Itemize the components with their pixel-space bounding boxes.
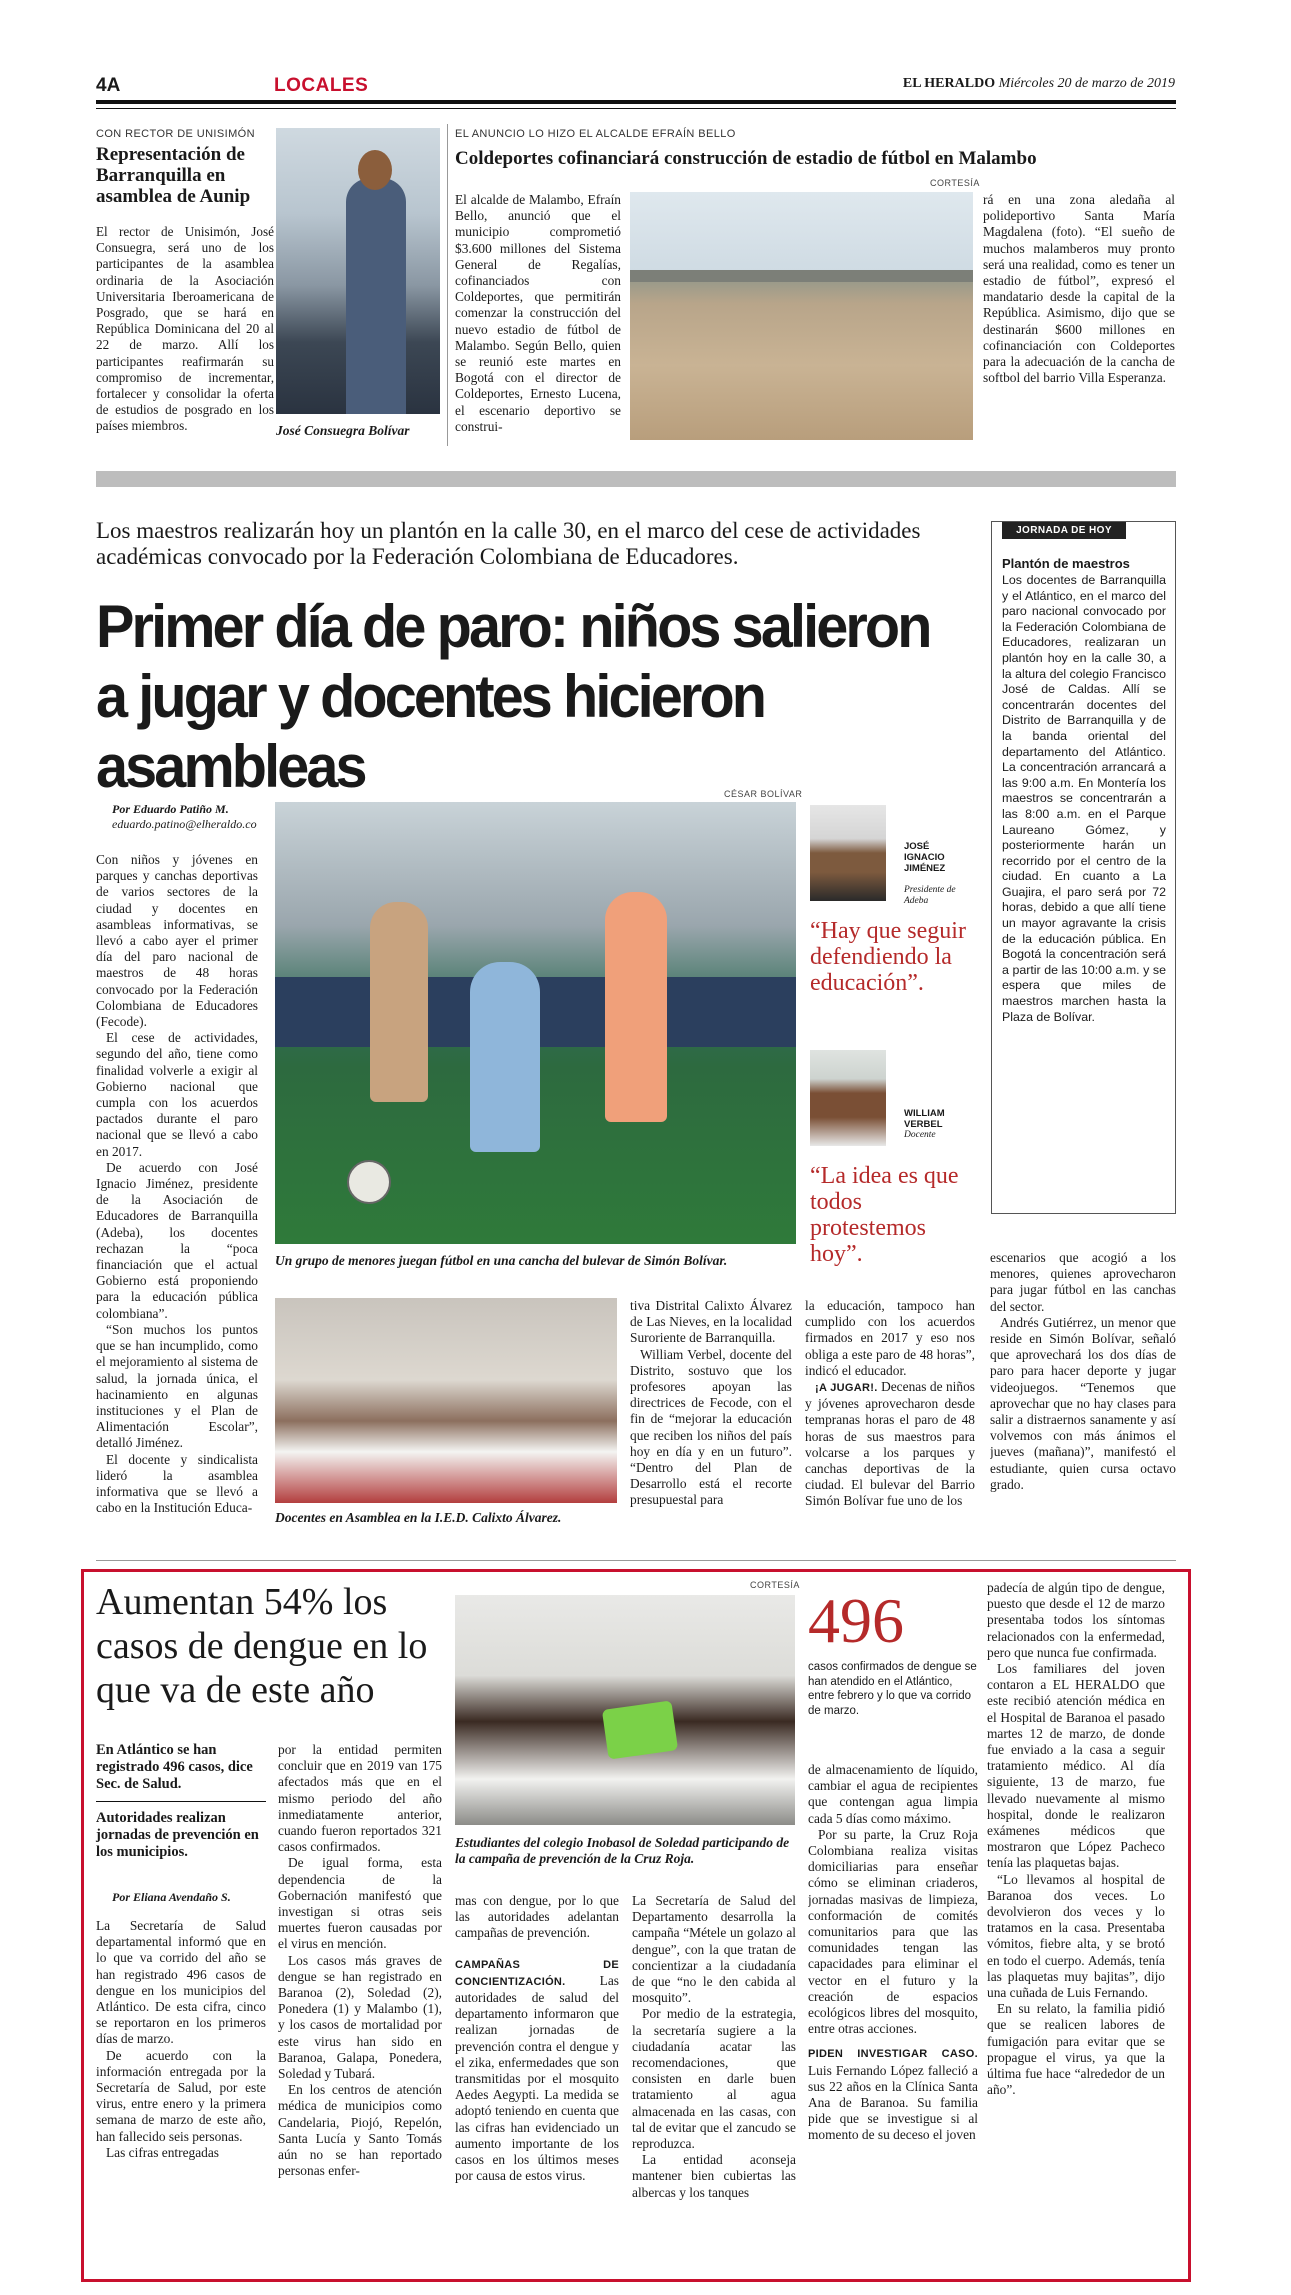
paper-name: EL HERALDO — [902, 76, 996, 91]
pull-quote-2: “La idea es que todos protestemos hoy”. — [810, 1163, 959, 1267]
header-rule-thin — [96, 108, 1176, 109]
quote2-photo — [810, 1050, 886, 1146]
pull-quote-1: “Hay que seguir defendiendo la educación”. — [810, 918, 966, 996]
main-col4-p2: Andrés Gutiérrez, un menor que reside en Simón Bolívar, señaló que aprovechará los dos días de paro para hacer deporte y jugar videojuegos. “Tenemos que aprovechar que no hay clases para salir a distraernos sanamente y así volvemos con más ánimos el jueves (mañana)”, manifestó el estudiante, quien cursa octavo grado. — [990, 1314, 1176, 1492]
dengue-sub2: Autoridades realizan jornadas de prevención en los municipios. — [96, 1810, 259, 1860]
main-headline: Primer día de paro: niños salieron a jugar y docentes hicieron asambleas — [96, 593, 930, 800]
main-byline-email: eduardo.patino@elheraldo.co — [112, 817, 257, 831]
quote1-name: JOSÉ IGNACIO JIMÉNEZ — [904, 841, 946, 874]
dengue-col5-p3: Luis Fernando López falleció a sus 22 años en la Clínica Santa Ana de Baranoa. Su familia pide que se investigue si al momento de su deceso el joven — [808, 2062, 978, 2143]
issue-date: Miércoles 20 de marzo de 2019 — [998, 76, 1175, 91]
dengue-col5 — [808, 1762, 978, 2268]
assembly-photo-caption: Docentes en Asamblea en la I.E.D. Calixto Álvarez. — [275, 1510, 562, 1525]
assembly-photo — [275, 1298, 617, 1503]
main-deck: Los maestros realizarán hoy un plantón en la calle 30, en el marco del cese de actividades académicas convocado por la Federación Colombiana de Educadores. — [96, 518, 921, 569]
dengue-col2 — [278, 1742, 442, 2268]
brief1-title: Representación de Barranquilla en asamblea de Aunip — [96, 144, 251, 207]
main-col2-p2: William Verbel, docente del Distrito, sostuvo que los profesores apoyan las directrices de Fecode, con el fin de “mejorar la educación que reciben los niños del país hoy en día y en un futuro”. “Dentro del Plan de Desarrollo está el recorte presupuestal para — [630, 1346, 792, 1508]
dengue-col1-p2: De acuerdo con la información entregada por la Secretaría de Salud, por este virus, entre enero y la primera semana de marzo de este año, han fallecido seis personas. — [96, 2047, 266, 2144]
dengue-sub-rule — [96, 1801, 266, 1802]
brief1-body-text: El rector de Unisimón, José Consuegra, será uno de los participantes de la asamblea ordinaria de la Asociación Universitaria Iberoamericana de Posgrado, que se hará en República Dominicana del 20 al 22 de marzo. Allí los participantes reafirmarán su compromiso de incrementar, fortalecer y consolidar la oferta de estudios de posgrado en los países miembros. — [96, 224, 274, 434]
main-col3 — [805, 1298, 975, 1530]
brief2-kicker: EL ANUNCIO LO HIZO EL ALCALDE EFRAÍN BELLO — [455, 128, 736, 140]
dengue-col3-p1: mas con dengue, por lo que las autoridades adelantan campañas de prevención. — [455, 1893, 619, 1941]
dengue-col6-p3: “Lo llevamos al hospital de Baranoa dos veces. Lo devolvieron dos veces y lo tratamos en la casa. Presentaba vómitos, fiebre alta, y se brotó en todo el cuerpo. Además, tenía las plaquetas muy bajitas”, dijo una cuñada de Luis Fernando. — [987, 1871, 1165, 2001]
dengue-col6-p1: padecía de algún tipo de dengue, puesto que desde el 12 de marzo presentaba todos los síntomas relacionados con la enfermedad, pero que nunca fue confirmada. — [987, 1580, 1165, 1660]
dengue-col5-p1: de almacenamiento de líquido, cambiar el agua de recipientes que contengan agua limpia cada 5 días como máximo. — [808, 1762, 978, 1826]
brief2-body-left — [455, 192, 621, 442]
brief1-body — [96, 224, 274, 444]
main-photo-credit: CÉSAR BOLÍVAR — [724, 789, 803, 799]
brief2-body-left-text: El alcalde de Malambo, Efraín Bello, anunció que el municipio comprometió $3.600 millones del Sistema General de Regalías, cofinanciados con Coldeportes, que permitirán comenzar la construcción del nuevo estadio de fútbol de Malambo. Según Bello, quien se reunió este martes en Bogotá con el director de Coldeportes, Ernesto Lucena, el escenario deportivo se construi- — [455, 192, 621, 434]
dengue-col2-p3: Los casos más graves de dengue se han registrado en Baranoa (2), Soledad (2), Ponedera (1) y Malambo (1), y los casos de mortalidad por este virus han sido en Baranoa, Galapa, Ponedera, Soledad y Tubará. — [278, 1952, 442, 2082]
brief2-body-right-text: rá en una zona aledaña al polideportivo Santa María Magdalena (foto). “El sueño de muchos malamberos muy pronto será una realidad, como es tener un estadio de fútbol”, expresó el mandatario desde la capital de la República. Asimismo, dijo que se destinarán $600 millones en cofinanciación con Coldeportes para la adecuación de la cancha de softbol del barrio Villa Esperanza. — [983, 192, 1175, 386]
dengue-col2-p2: De igual forma, esta dependencia de la Gobernación manifestó que investigan si otras seis muertes fueron causadas por el virus en mención. — [278, 1855, 442, 1952]
dengue-big-number-text: casos confirmados de dengue se han atendido en el Atlántico, entre febrero y lo que va corrido de marzo. — [808, 1661, 977, 1717]
dengue-col3-subhead: CAMPAÑAS DE CONCIENTIZACIÓN. — [455, 1958, 619, 1988]
story-divider — [96, 1560, 1176, 1561]
sidebar-body — [1002, 573, 1166, 1208]
quote1-photo — [810, 805, 886, 901]
dengue-col4-p2: Por medio de la estrategia, la secretaría sugiere a la ciudadanía acatar las recomendaciones, que consisten en darle buen tratamiento al agua almacenada en las casas, con tal de evitar que el zancudo se reproduzca. — [632, 2006, 796, 2152]
main-col1-p3: De acuerdo con José Ignacio Jiménez, presidente de la Asociación de Educadores de Barranquilla (Adeba), los docentes rechazan la “poca financiación que el actual Gobierno está proponiendo para la educación pública colombiana”. — [96, 1159, 258, 1321]
main-photo-player2 — [470, 962, 540, 1152]
main-col2-p1: tiva Distrital Calixto Álvarez de Las Nieves, en la localidad Suroriente de Barranquilla. — [630, 1298, 792, 1346]
brief1-photo-figure — [346, 178, 406, 414]
masthead-line — [903, 76, 1175, 92]
main-col3-subhead: ¡A JUGAR!. — [815, 1382, 878, 1395]
brief2-body-right — [983, 192, 1175, 442]
dengue-col1 — [96, 1918, 266, 2268]
dengue-col3-p2: Las autoridades de salud del departamento informaron que realizan jornadas de prevención contra el dengue y el zika, enfermedades que son transmitidas por el mosquito Aedes Aegypti. La medida se adoptó teniendo en cuenta que las cifras han evidenciado un aumento importante de los casos en los últimos meses por causa de estos virus. — [455, 1972, 619, 2184]
dengue-col6-p4: En su relato, la familia pidió que se realicen labores de fumigación para evitar que se propague el virus, ya que la última fue hace “alrededor de un año”. — [987, 2001, 1165, 2098]
brief-divider — [447, 124, 448, 446]
dengue-byline: Por Eliana Avendaño S. — [112, 1890, 231, 1904]
quote2-name: WILLIAM VERBEL — [904, 1108, 945, 1130]
dengue-col6 — [987, 1580, 1165, 2270]
main-photo-player1 — [370, 902, 428, 1102]
dengue-col1-p3: Las cifras entregadas — [106, 2144, 220, 2160]
dengue-col4-p3: La entidad aconseja mantener bien cubiertas las albercas y los tanques — [632, 2152, 796, 2200]
main-photo-ball — [347, 1160, 391, 1204]
header-rule — [96, 100, 1176, 104]
dengue-col6-p2: Los familiares del joven contaron a EL HERALDO que este recibió atención médica en el Hospital de Baranoa el pasado martes 12 de marzo, de donde fue enviado a la casa a seguir tratamiento médico. Al día siguiente, 13 de marzo, fue llevado nuevamente al mismo hospital, donde le realizaron exámenes médicos que mostraron que López Pacheco tenía las plaquetas bajas. — [987, 1661, 1165, 1871]
dengue-big-number: 496 — [808, 1585, 904, 1656]
main-col4-p1: escenarios que acogió a los menores, quienes aprovecharon para jugar fútbol en las canchas del sector. — [990, 1250, 1176, 1314]
brief2-title: Coldeportes cofinanciará construcción de estadio de fútbol en Malambo — [455, 148, 1037, 169]
dengue-photo-credit: CORTESÍA — [750, 1580, 800, 1590]
main-byline — [112, 802, 257, 832]
main-col3-p2: Decenas de niños y jóvenes aprovecharon desde tempranas horas el paro de 48 horas de sus maestros para volcarse a los parques y canchas deportivas de la ciudad. El bulevar del Barrio Simón Bolívar fue uno de los — [805, 1379, 975, 1509]
main-col1 — [96, 852, 258, 1527]
brief2-photo-houses — [630, 270, 973, 282]
main-photo — [275, 802, 796, 1244]
dengue-col1-p1: La Secretaría de Salud departamental informó que en lo que va corrido del año se han registrado 496 casos de dengue en los municipios del Atlántico. De esta cifra, cinco se reportaron en los primeros días de marzo. — [96, 1918, 266, 2047]
section-name: LOCALES — [274, 75, 369, 96]
dengue-headline: Aumentan 54% los casos de dengue en lo que va de este año — [96, 1581, 428, 1711]
main-col4 — [990, 1250, 1176, 1530]
dengue-col2-p1: por la entidad permiten concluir que en 2019 van 175 afectados más que en el mismo periodo del año inmediatamente anterior, cuando fueron reportados 321 casos confirmados. — [278, 1742, 442, 1855]
main-col3-p1: la educación, tampoco han cumplido con los acuerdos firmados en 2017 y eso nos obliga a este paro de 48 horas”, indicó el educador. — [805, 1298, 975, 1378]
sidebar-label: JORNADA DE HOY — [1002, 522, 1126, 539]
sidebar-title: Plantón de maestros — [1002, 556, 1130, 571]
dengue-col2-p4: En los centros de atención médica de municipios como Candelaria, Piojó, Repelón, Santa Lucía y Santo Tomás aún no se han reportado personas enfer- — [278, 2082, 442, 2179]
dengue-col3 — [455, 1893, 619, 2268]
main-photo-player3 — [605, 892, 667, 1122]
dengue-col5-p2: Por su parte, la Cruz Roja Colombiana realiza visitas domiciliarias para enseñar cómo se eliminan criaderos, jornadas masivas de limpieza, conformación de comités comunitarios para que las comunidades tengan las capacidades para eliminar el vector en el futuro y la creación de espacios ecológicos libres del mosquito, entre otras acciones. — [808, 1826, 978, 2037]
page-number: 4A — [96, 75, 121, 96]
brief1-kicker: CON RECTOR DE UNISIMÓN — [96, 128, 255, 140]
main-col1-p4: “Son muchos los puntos que se han incumplido, como el mejoramiento al sistema de salud, la jornada única, el hacinamiento en algunas instituciones y el Plan de Alimentación Escolar”, detalló Jiménez. — [96, 1321, 258, 1451]
section-band — [96, 471, 1176, 487]
dengue-col4 — [632, 1893, 796, 2268]
dengue-photo — [455, 1595, 795, 1825]
dengue-photo-tablet — [602, 1700, 678, 1759]
main-photo-caption: Un grupo de menores juegan fútbol en una cancha del bulevar de Simón Bolívar. — [275, 1253, 728, 1268]
brief1-photo-head — [358, 150, 392, 190]
main-col1-p2: El cese de actividades, segundo del año, tiene como finalidad volverle a exigir al Gobierno nacional que cumpla con los acuerdos pactados durante el paro nacional que se llevó a cabo en 2017. — [96, 1030, 258, 1159]
brief1-photo — [276, 128, 440, 414]
dengue-col4-p1: La Secretaría de Salud del Departamento desarrolla la campaña “Métele un golazo al dengue”, con la que tratan de concientizar a la ciudadanía de que “no le den cabida al mosquito”. — [632, 1893, 796, 2006]
main-col2 — [630, 1298, 792, 1530]
dengue-col5-subhead: PIDEN INVESTIGAR CASO. — [808, 2048, 978, 2061]
dengue-sub1: En Atlántico se han registrado 496 casos, dice Sec. de Salud. — [96, 1742, 253, 1792]
brief2-photo — [630, 192, 973, 440]
quote2-role: Docente — [904, 1130, 936, 1140]
dengue-photo-caption: Estudiantes del colegio Inobasol de Soledad participando de la campaña de prevención de la Cruz Roja. — [455, 1835, 790, 1866]
main-col1-p1: Con niños y jóvenes en parques y canchas deportivas de varios sectores de la ciudad y docentes en asambleas informativas, se llevó a cabo ayer el primer día del paro nacional de maestros de 48 horas convocado por la Federación Colombiana de Educadores (Fecode). — [96, 852, 258, 1030]
quote1-role: Presidente de Adeba — [904, 885, 956, 906]
sidebar-body-text: Los docentes de Barranquilla y el Atlántico, en el marco del paro nacional convocado por la Federación Colombiana de Educadores, realizaran un plantón hoy en la calle 30, a la altura del colegio Francisco José de Caldas. Allí se concentrarán docentes del Distrito de Barranquilla y de la banda oriental del departamento del Atlántico. La concentración arrancará a las 9:00 a.m. En Montería los maestros se concentrarán a las 8:00 a.m. en el Parque Laureano Gómez, y posteriormente harán un recorrido por el centro de la ciudad. En cuanto a La Guajira, el paro será por 72 horas, debido a que allí tiene un mayor agravante la crisis de la educación pública. En Bogotá la concentración será a partir de las 10:00 a.m. y se espera que miles de maestros marchen hasta la Plaza de Bolívar. — [1002, 573, 1166, 1024]
brief2-photo-credit: CORTESÍA — [930, 178, 980, 188]
main-byline-name: Por Eduardo Patiño M. — [112, 802, 229, 816]
brief1-photo-caption: José Consuegra Bolívar — [276, 423, 410, 438]
main-col1-p5: El docente y sindicalista lideró la asamblea informativa que se llevó a cabo en la Institución Educa- — [96, 1451, 258, 1516]
